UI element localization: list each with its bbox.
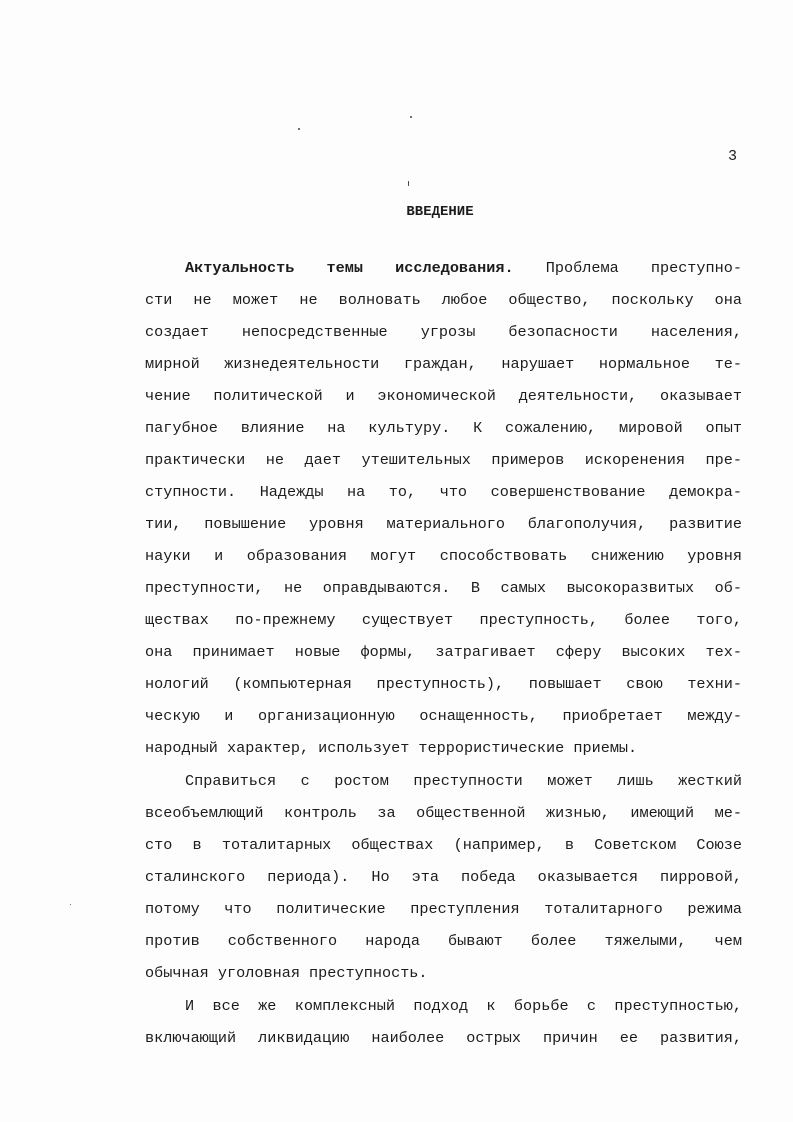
text-line: сто в тоталитарных обществах (например, в Советском Союзе [145,836,742,854]
text-line: нологий (компьютерная преступность), повышает свою техни- [145,675,742,693]
text-line: против собственного народа бывают более тяжелыми, чем [145,932,742,950]
paragraph-first-line [185,258,742,278]
text-line: ческую и организационную оснащенность, приобретает между- [145,707,742,725]
text-line: тии, повышение уровня материального благополучия, развитие [145,515,742,533]
scan-speck [298,128,300,130]
text-line: чение политической и экономической деятельности, оказывает [145,387,742,405]
text-line: сталинского периода). Но эта победа оказывается пирровой, [145,868,742,886]
text-line: И все же комплексный подход к борьбе с преступностью, [185,997,742,1015]
text-line: науки и образования могут способствовать снижению уровня [145,547,742,565]
scan-speck [70,904,71,905]
text-line: ществах по-прежнему существует преступность, более того, [145,611,742,629]
text-line: создает непосредственные угрозы безопасности населения, [145,323,742,341]
text-line: ступности. Надежды на то, что совершенствование демокра- [145,483,742,501]
scan-speck [408,181,409,186]
page-number: 3 [728,148,738,165]
scan-speck [410,116,412,118]
text-line: сти не может не волновать любое общество, поскольку она [145,291,742,309]
text-line: мирной жизнедеятельности граждан, нарушает нормальное те- [145,355,742,373]
section-heading: ВВЕДЕНИЕ [406,204,474,220]
text-line: практически не дает утешительных примеров искоренения пре- [145,451,742,469]
text-line: обычная уголовная преступность. [145,964,428,982]
text-line: всеобъемлющий контроль за общественной жизнью, имеющий ме- [145,804,742,822]
text-line: она принимает новые формы, затрагивает сферу высоких тех- [145,643,742,661]
text-line: народный характер, использует террористические приемы. [145,739,638,757]
first-line-text: Проблема преступно- [545,259,742,277]
text-line: Справиться с ростом преступности может лишь жесткий [185,772,742,790]
text-line: пагубное влияние на культуру. К сожалению, мировой опыт [145,419,742,437]
lead-phrase: Актуальность темы исследования. [185,259,514,277]
text-line: потому что политические преступления тоталитарного режима [145,900,742,918]
text-line: преступности, не оправдываются. В самых высокоразвитых об- [145,579,742,597]
text-line: включающий ликвидацию наиболее острых причин ее развития, [145,1029,742,1047]
